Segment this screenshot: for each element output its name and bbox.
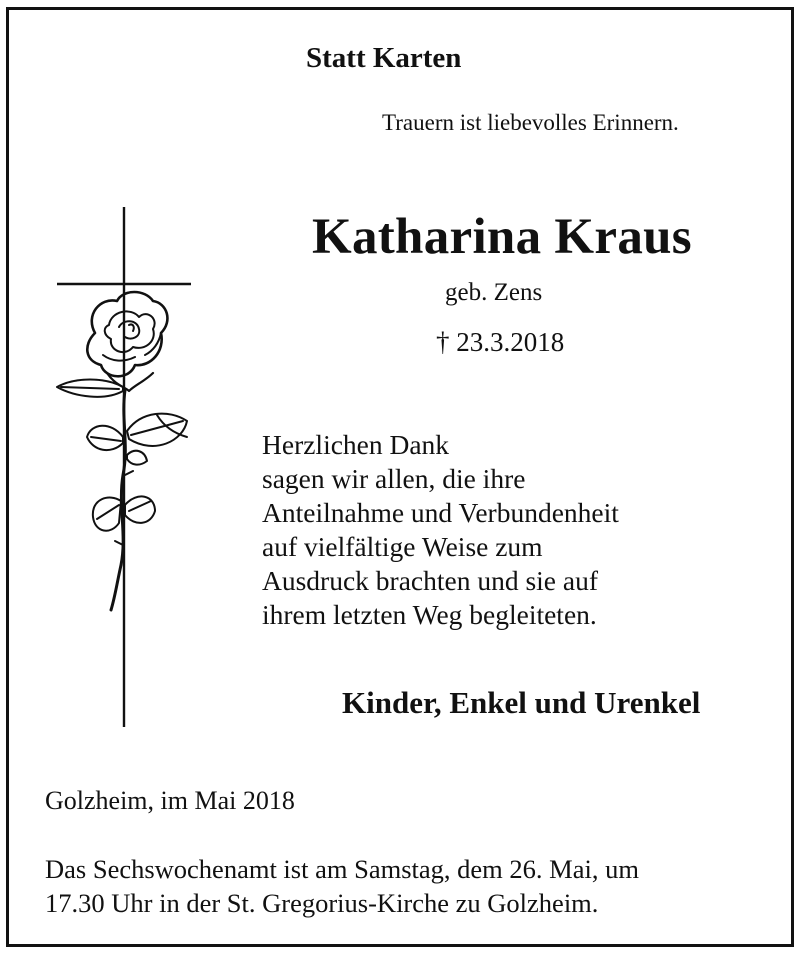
notice-header: Statt Karten: [306, 42, 462, 74]
thanks-text: [262, 428, 619, 632]
family-signature: Kinder, Enkel und Urenkel: [342, 685, 701, 720]
service-line: Das Sechswochenamt ist am Samstag, dem 26. Mai, um: [45, 854, 639, 884]
death-date: † 23.3.2018: [436, 327, 565, 357]
service-announcement: [45, 852, 639, 920]
deceased-name: Katharina Kraus: [312, 209, 692, 265]
thanks-line: ihrem letzten Weg begleiteten.: [262, 599, 597, 630]
motto: Trauern ist liebevolles Erinnern.: [382, 110, 679, 135]
rose-icon: [57, 292, 187, 610]
thanks-line: Anteilnahme und Verbundenheit: [262, 497, 619, 528]
thanks-line: auf vielfältige Weise zum: [262, 531, 543, 562]
thanks-line: Herzlichen Dank: [262, 429, 450, 460]
cross-rose-emblem: [45, 205, 195, 730]
birth-name: geb. Zens: [445, 279, 543, 306]
thanks-line: Ausdruck brachten und sie auf: [262, 565, 599, 596]
service-line: 17.30 Uhr in der St. Gregorius-Kirche zu Golzheim.: [45, 888, 599, 918]
place-date: Golzheim, im Mai 2018: [45, 786, 295, 815]
thanks-line: sagen wir allen, die ihre: [262, 463, 526, 494]
